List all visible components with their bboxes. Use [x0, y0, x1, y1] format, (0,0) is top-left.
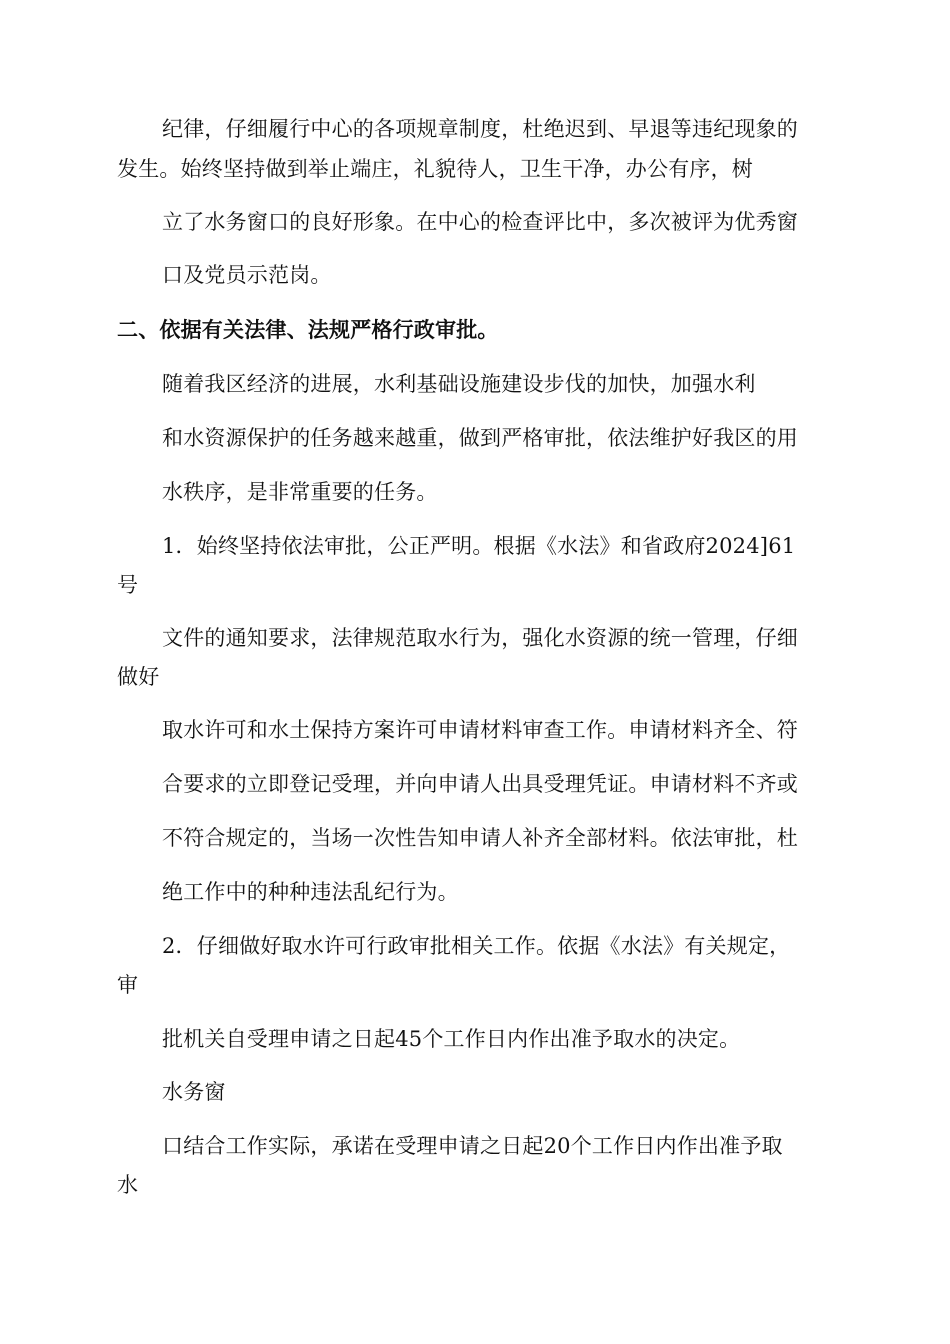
text-line: 口及党员示范岗。 — [162, 263, 332, 287]
text-line: 纪律，仔细履行中心的各项规章制度，杜绝迟到、早退等违纪现象的 — [162, 117, 798, 141]
text-line: 和水资源保护的任务越来越重，做到严格审批，依法维护好我区的用 — [162, 426, 798, 450]
text-line: 合要求的立即登记受理，并向申请人出具受理凭证。申请材料不齐或 — [162, 772, 798, 796]
text-line: 随着我区经济的进展，水利基础设施建设步伐的加快，加强水利 — [162, 372, 756, 396]
text-line: 水 — [117, 1173, 139, 1197]
text-line: 号 — [117, 573, 139, 597]
section-heading: 二、依据有关法律、法规严格行政审批。 — [117, 317, 499, 342]
text-line: 水务窗 — [162, 1080, 226, 1104]
text-line: 批机关自受理申请之日起45个工作日内作出准予取水的决定。 — [162, 1027, 741, 1051]
text-line: 发生。始终坚持做到举止端庄，礼貌待人，卫生干净，办公有序，树 — [117, 157, 753, 181]
text-line: 口结合工作实际，承诺在受理申请之日起20个工作日内作出准予取 — [162, 1134, 783, 1158]
text-line: 不符合规定的，当场一次性告知申请人补齐全部材料。依法审批，杜 — [162, 826, 798, 850]
text-line: 做好 — [117, 665, 160, 689]
text-line: 水秩序，是非常重要的任务。 — [162, 480, 438, 504]
text-line: 审 — [117, 973, 139, 997]
text-line: 1．始终坚持依法审批，公正严明。根据《水法》和省政府2024]61 — [162, 534, 796, 558]
text-line: 文件的通知要求，法律规范取水行为，强化水资源的统一管理，仔细 — [162, 626, 798, 650]
text-line: 立了水务窗口的良好形象。在中心的检查评比中，多次被评为优秀窗 — [162, 210, 798, 234]
text-line: 取水许可和水土保持方案许可申请材料审查工作。申请材料齐全、符 — [162, 718, 798, 742]
text-line: 2．仔细做好取水许可行政审批相关工作。依据《水法》有关规定， — [162, 934, 791, 958]
text-line: 绝工作中的种种违法乱纪行为。 — [162, 880, 459, 904]
